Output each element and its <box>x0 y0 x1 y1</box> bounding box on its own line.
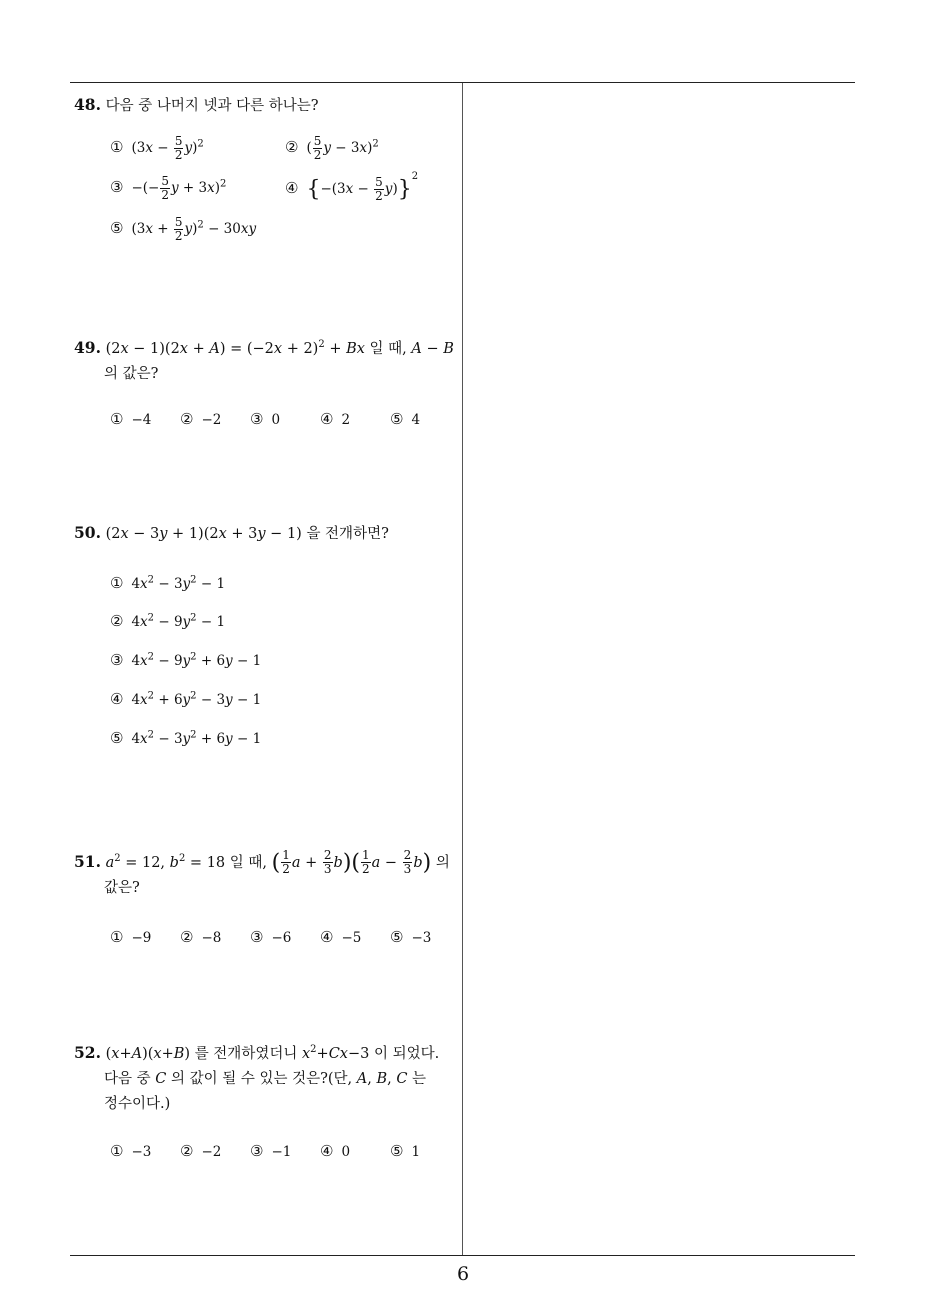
option-3[interactable]: ③ $4x^2 - 9y^2 + 6y - 1$ <box>110 651 262 669</box>
question-number: 49. <box>74 337 101 357</box>
question-stem: 일 때, <box>369 340 407 357</box>
option-3[interactable]: ③ −(− $\frac{5}{2}$ y + 3x)$^2$ <box>110 174 227 202</box>
option-4[interactable]: ④ 0 <box>320 1142 351 1160</box>
question-52: 52. (x+A)(x+B) 를 전개하였더니 $x^2+Cx-3$ 이 되었다. 다음 중 C 의 값이 될 수 있는 것은?(단, A, B, C 는 정수이다.) <box>74 1037 459 1117</box>
question-50: 50. (2x − 3y + 1)(2x + 3y − 1) 을 전개하면? <box>74 523 389 542</box>
option-2[interactable]: ② −8 <box>180 928 222 946</box>
question-48 <box>74 92 459 119</box>
question-stem: 다음 중 나머지 넷과 다른 하나는? <box>105 98 319 114</box>
option-1[interactable]: ① (3x − $\frac{5}{2}$ y)$^2$ <box>110 134 204 162</box>
option-1[interactable]: ① −4 <box>110 410 152 428</box>
option-4[interactable]: ④ −5 <box>320 928 362 946</box>
option-1[interactable]: ① −9 <box>110 928 152 946</box>
question-51: 51. $a^2 = 12$, $b^2 = 18$ 일 때, ( $\frac{1}{2}$ a + $\frac{2}{3}$ b)( $\frac{1}{2}$ a − $\frac{2}{3}$ b) 의 값은? <box>74 846 459 901</box>
question-49: 49. $(2x - 1)(2x + A) = (-2x + 2)^2 + Bx$ 일 때, A − B 의 값은? <box>74 332 459 387</box>
footer-rule <box>70 1255 855 1256</box>
option-2[interactable]: ② ( $\frac{5}{2}$ y − 3x)$^2$ <box>285 134 379 162</box>
question-stem: 일 때, <box>229 854 267 871</box>
option-1[interactable]: ① −3 <box>110 1142 152 1160</box>
option-1[interactable]: ① $4x^2 - 3y^2 - 1$ <box>110 574 226 592</box>
option-4[interactable]: ④ 2 <box>320 410 351 428</box>
option-5[interactable]: ⑤ $4x^2 - 3y^2 + 6y - 1$ <box>110 729 262 747</box>
option-5[interactable]: ⑤ 4 <box>390 410 421 428</box>
question-stem-line-2: 의 값은? <box>104 365 159 382</box>
column-divider <box>462 83 463 1255</box>
option-5[interactable]: ⑤ −3 <box>390 928 432 946</box>
question-number: 52. <box>74 1042 101 1062</box>
option-5[interactable]: ⑤ 1 <box>390 1142 421 1160</box>
question-number: 48. <box>74 95 101 114</box>
question-number: 51. <box>74 851 101 871</box>
question-stem-line-2: 다음 중 C 의 값이 될 수 있는 것은?(단, A, B, C 는 <box>104 1070 427 1087</box>
option-2[interactable]: ② $4x^2 - 9y^2 - 1$ <box>110 612 226 630</box>
option-4[interactable]: ④ $4x^2 + 6y^2 - 3y - 1$ <box>110 690 262 708</box>
question-stem-line-3: 정수이다.) <box>104 1095 171 1112</box>
question-stem: 을 전개하면? <box>306 526 389 542</box>
option-2[interactable]: ② −2 <box>180 410 222 428</box>
question-number: 50. <box>74 523 101 542</box>
page-number: 6 <box>456 1263 470 1285</box>
option-3[interactable]: ③ −1 <box>250 1142 292 1160</box>
option-4[interactable]: ④ {−(3x − $\frac{5}{2}$ y)}$^2$ <box>285 171 419 203</box>
option-5[interactable]: ⑤ (3x + $\frac{5}{2}$ y)$^2$ − 30xy <box>110 215 257 243</box>
option-3[interactable]: ③ −6 <box>250 928 292 946</box>
question-stem-line-2: 값은? <box>104 880 140 897</box>
option-2[interactable]: ② −2 <box>180 1142 222 1160</box>
option-3[interactable]: ③ 0 <box>250 410 281 428</box>
